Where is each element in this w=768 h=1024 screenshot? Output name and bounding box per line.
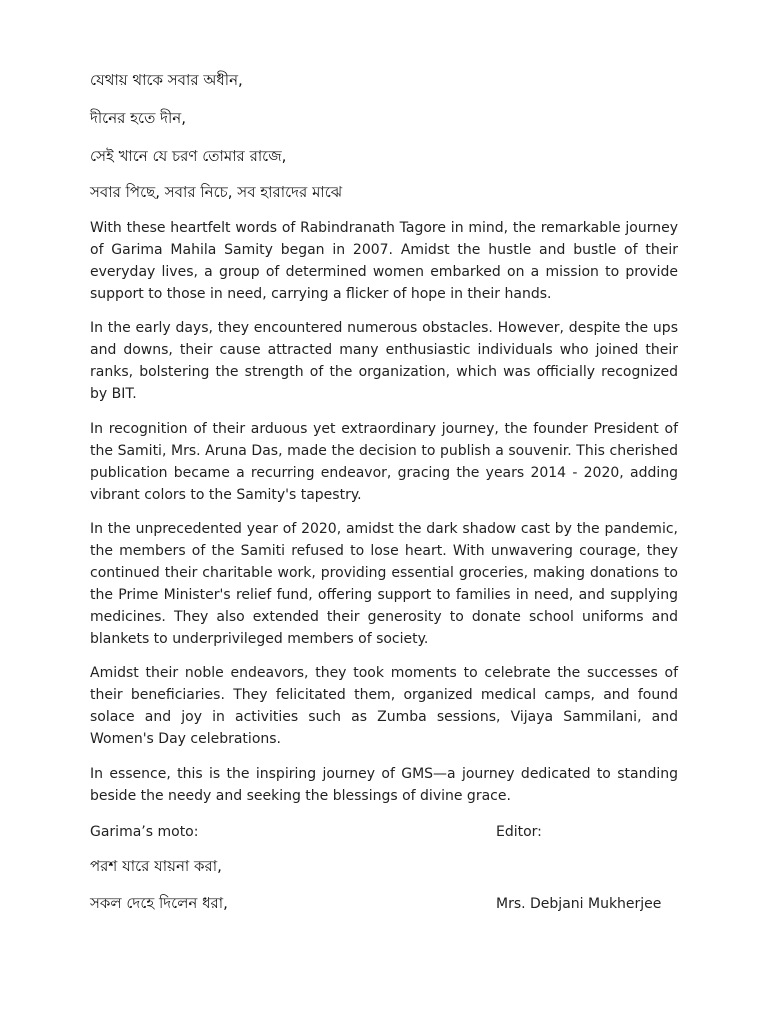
verse-line-1: যেথায় থাকে সবার অধীন, [90, 71, 243, 89]
verse-line-3: সেই খানে যে চরণ তোমার রাজে, [90, 147, 287, 165]
paragraph-origin: With these heartfelt words of Rabindranath Tagore in mind, the remarkable journey of Garima Mahila Samity began in 2007. Amidst the hustle and bustle of their everyday lives, a group of determined women embarked on a mission to provide support to those in need, carrying a flicker of hope in their hands. [90, 220, 678, 302]
paragraph-essence: In essence, this is the inspiring journey of GMS—a journey dedicated to standing beside the needy and seeking the blessings of divine grace. [90, 766, 678, 804]
paragraph-celebrations: Amidst their noble endeavors, they took moments to celebrate the successes of their beneficiaries. They felicitated them, organized medical camps, and found solace and joy in activities such as Zumba sessions, Vijaya Sammilani, and Women's Day celebrations. [90, 665, 678, 747]
verse-line-2: দীনের হতে দীন, [90, 109, 186, 127]
document-page [90, 0, 678, 1024]
motto-line-1: পরশ যারে যায়না করা, [90, 857, 222, 875]
motto-label: Garima’s moto: [90, 824, 199, 840]
paragraph-early-days: In the early days, they encountered numerous obstacles. However, despite the ups and downs, their cause attracted many enthusiastic individuals who joined their ranks, bolstering the strength of the organization, which was officially recognized by BIT. [90, 320, 678, 402]
verse-line-4: সবার পিছে, সবার নিচে, সব হারাদের মাঝে [90, 183, 343, 201]
paragraph-souvenir: In recognition of their arduous yet extraordinary journey, the founder President of the Samiti, Mrs. Aruna Das, made the decision to publish a souvenir. This cherished publication became a recurring endeavor, gracing the years 2014 - 2020, adding vibrant colors to the Samity's tapestry. [90, 421, 678, 503]
paragraph-pandemic: In the unprecedented year of 2020, amidst the dark shadow cast by the pandemic, the members of the Samiti refused to lose heart. With unwavering courage, they continued their charitable work, providing essential groceries, making donations to the Prime Minister's relief fund, offering support to families in need, and supplying medicines. They also extended their generosity to donate school uniforms and blankets to underprivileged members of society. [90, 521, 678, 647]
editor-name: Mrs. Debjani Mukherjee [496, 896, 662, 912]
editor-label: Editor: [496, 824, 542, 840]
motto-line-2: সকল দেহে দিলেন ধরা, [90, 894, 228, 912]
